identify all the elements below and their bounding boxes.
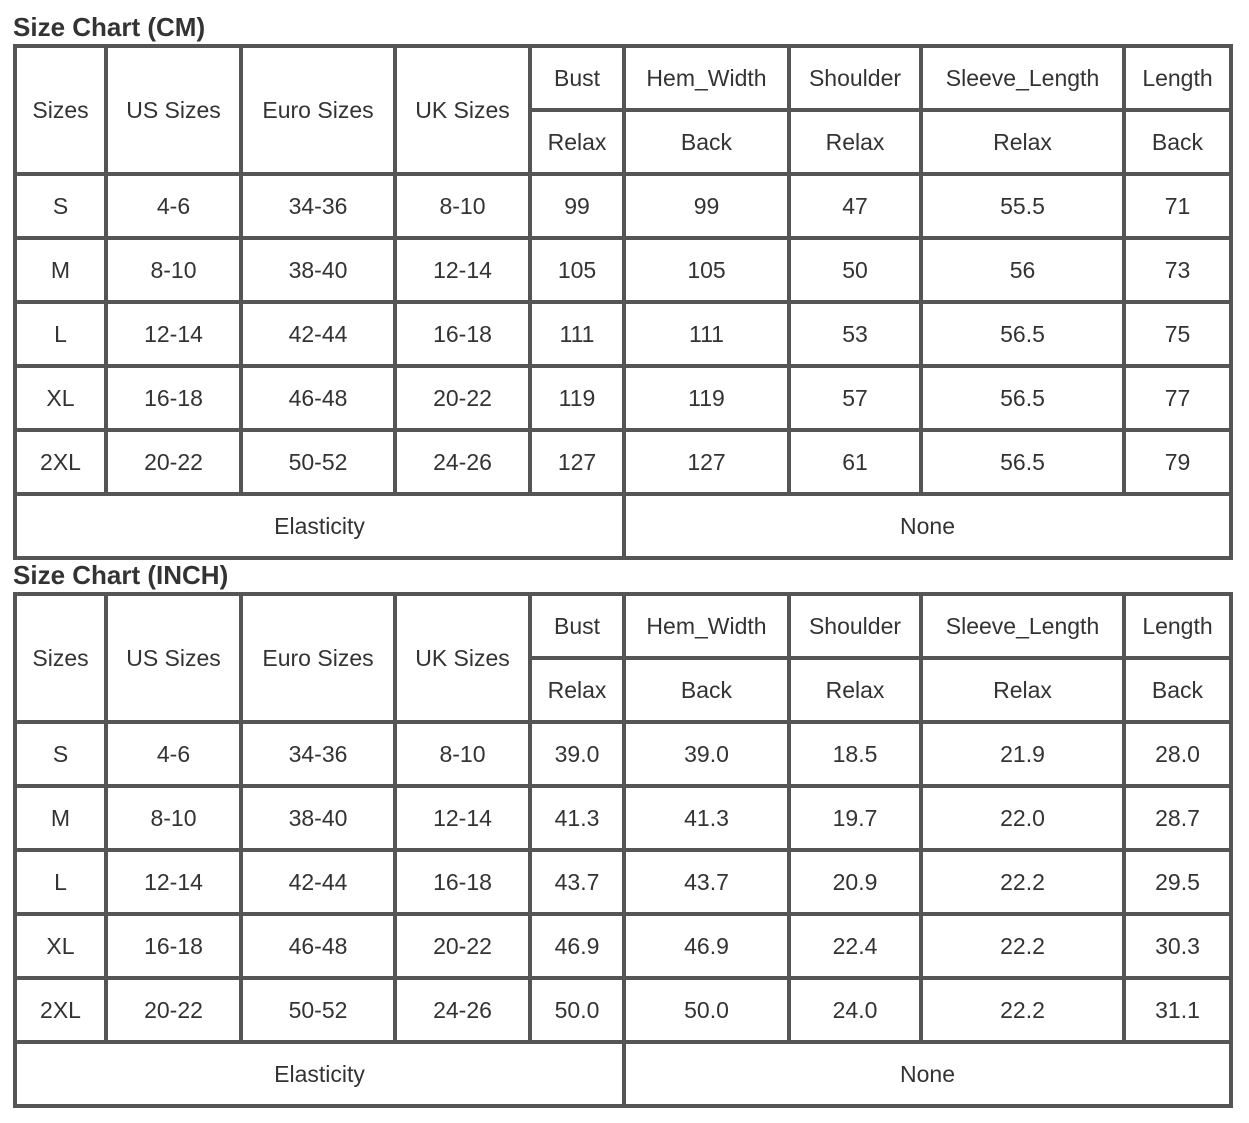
cell-euro-size: 38-40 xyxy=(241,238,395,302)
cell-bust: 105 xyxy=(530,238,624,302)
cell-length: 30.3 xyxy=(1124,914,1231,978)
cell-bust: 43.7 xyxy=(530,850,624,914)
table-row xyxy=(15,978,1231,1042)
cell-bust: 111 xyxy=(530,302,624,366)
cell-shoulder: 53 xyxy=(789,302,921,366)
header-shoulder: Shoulder xyxy=(789,594,921,658)
cell-shoulder: 50 xyxy=(789,238,921,302)
header-uk-sizes: UK Sizes xyxy=(395,594,530,722)
cell-size: M xyxy=(15,786,106,850)
cell-size: L xyxy=(15,850,106,914)
cell-length: 77 xyxy=(1124,366,1231,430)
header-length: Length xyxy=(1124,46,1231,110)
cell-sleeve-length: 55.5 xyxy=(921,174,1124,238)
header-sleeve-length: Sleeve_Length xyxy=(921,46,1124,110)
cell-size: M xyxy=(15,238,106,302)
cell-shoulder: 18.5 xyxy=(789,722,921,786)
table-row xyxy=(15,302,1231,366)
cell-bust: 39.0 xyxy=(530,722,624,786)
footer-row xyxy=(15,494,1231,558)
cell-hem-width: 50.0 xyxy=(624,978,789,1042)
cell-hem-width: 99 xyxy=(624,174,789,238)
size-table-cm xyxy=(13,44,1233,560)
table-row xyxy=(15,722,1231,786)
header-euro-sizes: Euro Sizes xyxy=(241,46,395,174)
cell-bust: 41.3 xyxy=(530,786,624,850)
cell-euro-size: 34-36 xyxy=(241,722,395,786)
elasticity-label: Elasticity xyxy=(15,494,624,558)
cell-euro-size: 50-52 xyxy=(241,430,395,494)
cell-us-size: 8-10 xyxy=(106,238,241,302)
cell-uk-size: 24-26 xyxy=(395,430,530,494)
size-table-inch xyxy=(13,592,1233,1108)
cell-bust: 119 xyxy=(530,366,624,430)
cell-bust: 46.9 xyxy=(530,914,624,978)
elasticity-value: None xyxy=(624,1042,1231,1106)
cell-uk-size: 20-22 xyxy=(395,366,530,430)
table-row xyxy=(15,366,1231,430)
cell-euro-size: 42-44 xyxy=(241,302,395,366)
subheader-length: Back xyxy=(1124,658,1231,722)
subheader-bust: Relax xyxy=(530,658,624,722)
cell-us-size: 20-22 xyxy=(106,978,241,1042)
cell-length: 71 xyxy=(1124,174,1231,238)
elasticity-value: None xyxy=(624,494,1231,558)
cell-uk-size: 16-18 xyxy=(395,850,530,914)
subheader-hem-width: Back xyxy=(624,110,789,174)
cell-sleeve-length: 22.2 xyxy=(921,978,1124,1042)
cell-uk-size: 16-18 xyxy=(395,302,530,366)
cell-hem-width: 119 xyxy=(624,366,789,430)
subheader-length: Back xyxy=(1124,110,1231,174)
size-chart-inch xyxy=(13,558,1233,1108)
subheader-shoulder: Relax xyxy=(789,110,921,174)
cell-hem-width: 43.7 xyxy=(624,850,789,914)
header-hem-width: Hem_Width xyxy=(624,594,789,658)
cell-length: 73 xyxy=(1124,238,1231,302)
cell-euro-size: 46-48 xyxy=(241,914,395,978)
cell-length: 75 xyxy=(1124,302,1231,366)
cell-length: 28.0 xyxy=(1124,722,1231,786)
table-row xyxy=(15,914,1231,978)
cell-size: 2XL xyxy=(15,430,106,494)
header-bust: Bust xyxy=(530,46,624,110)
cell-sleeve-length: 56.5 xyxy=(921,430,1124,494)
subheader-sleeve-length: Relax xyxy=(921,658,1124,722)
table-row xyxy=(15,238,1231,302)
cell-length: 29.5 xyxy=(1124,850,1231,914)
subheader-bust: Relax xyxy=(530,110,624,174)
table-row xyxy=(15,430,1231,494)
cell-size: XL xyxy=(15,366,106,430)
cell-shoulder: 47 xyxy=(789,174,921,238)
cell-euro-size: 50-52 xyxy=(241,978,395,1042)
cell-uk-size: 24-26 xyxy=(395,978,530,1042)
cell-hem-width: 46.9 xyxy=(624,914,789,978)
cell-us-size: 12-14 xyxy=(106,850,241,914)
header-row xyxy=(15,46,1231,110)
cell-shoulder: 57 xyxy=(789,366,921,430)
cell-uk-size: 8-10 xyxy=(395,722,530,786)
header-row xyxy=(15,594,1231,658)
cell-hem-width: 41.3 xyxy=(624,786,789,850)
cell-size: 2XL xyxy=(15,978,106,1042)
cell-euro-size: 42-44 xyxy=(241,850,395,914)
cell-shoulder: 19.7 xyxy=(789,786,921,850)
cell-us-size: 4-6 xyxy=(106,722,241,786)
cell-hem-width: 127 xyxy=(624,430,789,494)
cell-uk-size: 12-14 xyxy=(395,238,530,302)
cell-euro-size: 46-48 xyxy=(241,366,395,430)
cell-sleeve-length: 21.9 xyxy=(921,722,1124,786)
cell-us-size: 8-10 xyxy=(106,786,241,850)
cell-euro-size: 38-40 xyxy=(241,786,395,850)
cell-us-size: 12-14 xyxy=(106,302,241,366)
chart-title-cm: Size Chart (CM) xyxy=(13,12,206,42)
elasticity-label: Elasticity xyxy=(15,1042,624,1106)
cell-shoulder: 22.4 xyxy=(789,914,921,978)
subheader-shoulder: Relax xyxy=(789,658,921,722)
cell-bust: 127 xyxy=(530,430,624,494)
header-length: Length xyxy=(1124,594,1231,658)
cell-sleeve-length: 56.5 xyxy=(921,366,1124,430)
cell-bust: 50.0 xyxy=(530,978,624,1042)
cell-us-size: 20-22 xyxy=(106,430,241,494)
cell-size: XL xyxy=(15,914,106,978)
header-bust: Bust xyxy=(530,594,624,658)
cell-sleeve-length: 22.2 xyxy=(921,850,1124,914)
cell-hem-width: 105 xyxy=(624,238,789,302)
cell-sleeve-length: 22.0 xyxy=(921,786,1124,850)
cell-us-size: 16-18 xyxy=(106,366,241,430)
table-row xyxy=(15,786,1231,850)
cell-us-size: 4-6 xyxy=(106,174,241,238)
subheader-hem-width: Back xyxy=(624,658,789,722)
cell-length: 28.7 xyxy=(1124,786,1231,850)
cell-length: 31.1 xyxy=(1124,978,1231,1042)
header-us-sizes: US Sizes xyxy=(106,594,241,722)
cell-hem-width: 111 xyxy=(624,302,789,366)
header-shoulder: Shoulder xyxy=(789,46,921,110)
table-row xyxy=(15,174,1231,238)
header-uk-sizes: UK Sizes xyxy=(395,46,530,174)
header-euro-sizes: Euro Sizes xyxy=(241,594,395,722)
cell-shoulder: 24.0 xyxy=(789,978,921,1042)
footer-row xyxy=(15,1042,1231,1106)
cell-euro-size: 34-36 xyxy=(241,174,395,238)
cell-shoulder: 61 xyxy=(789,430,921,494)
header-us-sizes: US Sizes xyxy=(106,46,241,174)
size-chart-cm xyxy=(13,10,1233,560)
cell-shoulder: 20.9 xyxy=(789,850,921,914)
cell-bust: 99 xyxy=(530,174,624,238)
cell-size: S xyxy=(15,722,106,786)
cell-sleeve-length: 22.2 xyxy=(921,914,1124,978)
cell-uk-size: 20-22 xyxy=(395,914,530,978)
cell-uk-size: 12-14 xyxy=(395,786,530,850)
header-hem-width: Hem_Width xyxy=(624,46,789,110)
cell-length: 79 xyxy=(1124,430,1231,494)
cell-size: S xyxy=(15,174,106,238)
header-sleeve-length: Sleeve_Length xyxy=(921,594,1124,658)
cell-hem-width: 39.0 xyxy=(624,722,789,786)
cell-us-size: 16-18 xyxy=(106,914,241,978)
table-row xyxy=(15,850,1231,914)
cell-uk-size: 8-10 xyxy=(395,174,530,238)
chart-title-inch: Size Chart (INCH) xyxy=(13,560,229,590)
cell-sleeve-length: 56 xyxy=(921,238,1124,302)
cell-sleeve-length: 56.5 xyxy=(921,302,1124,366)
header-sizes: Sizes xyxy=(15,46,106,174)
subheader-sleeve-length: Relax xyxy=(921,110,1124,174)
header-sizes: Sizes xyxy=(15,594,106,722)
cell-size: L xyxy=(15,302,106,366)
